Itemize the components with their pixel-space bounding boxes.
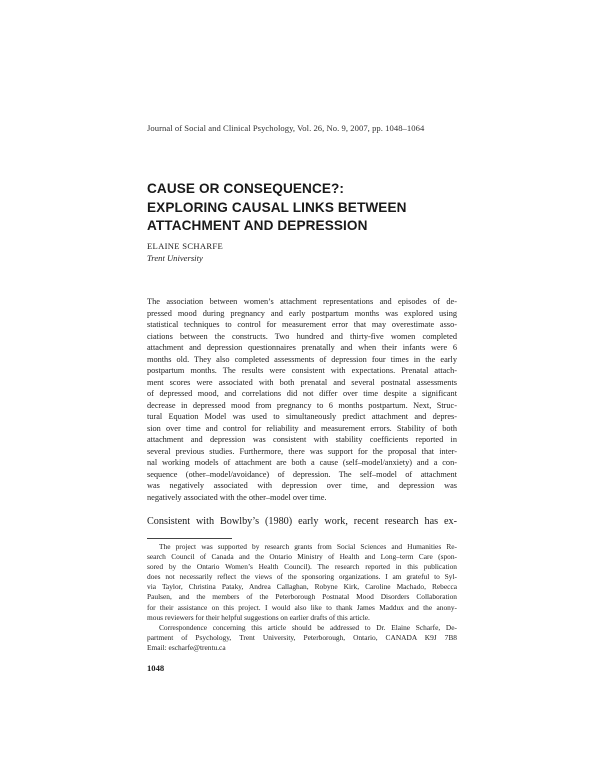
- title-line: ATTACHMENT AND DEPRESSION: [147, 218, 368, 233]
- footnote-line: The project was supported by research grants from Social Sciences and Humanities Re-: [159, 542, 457, 551]
- abstract-line: attachment and depression questionnaires prenatally and when their infants were 6: [147, 343, 457, 352]
- footnote-rule: [147, 538, 232, 539]
- footnote-line: search Council of Canada and the Ontario Ministry of Health and Long–term Care (spon-: [147, 552, 457, 562]
- footnote-line: via Taylor, Christina Pataky, Andrea Callaghan, Robyne Kirk, Caroline Machado, Rebecca: [147, 582, 457, 592]
- article-title: [147, 180, 407, 236]
- footnote-line: partment of Psychology, Trent University, Peterborough, Ontario, CANADA K9J 7B8: [147, 632, 457, 642]
- footnote-line: for their assistance on this project. I would also like to thank James Maddux and the anony-: [147, 602, 457, 612]
- footnote-line: mous reviewers for their helpful suggestions on earlier drafts of this article.: [147, 612, 370, 622]
- title-line: CAUSE OR CONSEQUENCE?:: [147, 181, 345, 196]
- title-line: EXPLORING CAUSAL LINKS BETWEEN: [147, 199, 407, 215]
- footnote-line: Correspondence concerning this article should be addressed to Dr. Elaine Scharfe, De-: [159, 622, 457, 632]
- footnote-line: Email: escharfe@trentu.ca: [147, 642, 226, 652]
- abstract-line: ciations between the constructs. Two hundred and thirty-five women completed: [147, 331, 457, 341]
- body-first-line: Consistent with Bowlby’s (1980) early work, recent research has ex-: [147, 516, 457, 527]
- footnote-line: does not necessarily reflect the views of the sponsoring organizations. I am grateful to Syl-: [147, 572, 457, 582]
- footnote: [147, 542, 457, 653]
- abstract-line: pressed mood during pregnancy and early postpartum months was explored using: [147, 308, 457, 318]
- abstract: [147, 296, 457, 503]
- abstract-line: nal working models of attachment are both a cause (self–model/anxiety) and a con-: [147, 458, 457, 467]
- abstract-line: postpartum months. The results were consistent with expectations. Prenatal attach-: [147, 366, 457, 375]
- abstract-line: ment scores were associated with both prenatal and several postnatal assessments: [147, 377, 457, 387]
- abstract-line: tural Equation Model was used to simultaneously predict attachment and depres-: [147, 412, 457, 421]
- abstract-line: statistical techniques to control for measurement error that may overestimate asso-: [147, 320, 457, 329]
- abstract-line: attachment and depression was consistent with stability coefficients reported in: [147, 435, 457, 444]
- abstract-line: sequence (other–model/avoidance) of depression. The self–model of attachment: [147, 469, 457, 479]
- abstract-line: several previous studies. Furthermore, there was support for the proposal that inter-: [147, 446, 457, 456]
- abstract-line: decrease in depressed mood from pregnancy to 6 months postpartum. Next, Struc-: [147, 400, 457, 410]
- abstract-line: The association between women’s attachment representations and episodes of de-: [147, 297, 457, 306]
- abstract-line: months old. They also completed assessments of depression four times in the early: [147, 354, 457, 364]
- journal-citation: Journal of Social and Clinical Psychology, Vol. 26, No. 9, 2007, pp. 1048–1064: [147, 123, 425, 133]
- footnote-line: sored by the Ontario Women’s Health Council). The research reported in this publication: [147, 562, 457, 572]
- author-affiliation: Trent University: [147, 253, 203, 263]
- footnote-line: Paulsen, and the members of the Peterborough Postnatal Mood Disorders Collaboration: [147, 592, 457, 602]
- abstract-line: negatively associated with the other–model over time.: [147, 492, 327, 502]
- author-name: ELAINE SCHARFE: [147, 241, 224, 251]
- abstract-line: was negatively associated with depression over time, and depression was: [147, 481, 457, 490]
- abstract-line: of depressed mood, and correlations did not differ over time despite a significant: [147, 389, 457, 398]
- page-number: 1048: [147, 663, 165, 673]
- abstract-line: sion over time and control for reliability and measurement errors. Stability of both: [147, 423, 457, 433]
